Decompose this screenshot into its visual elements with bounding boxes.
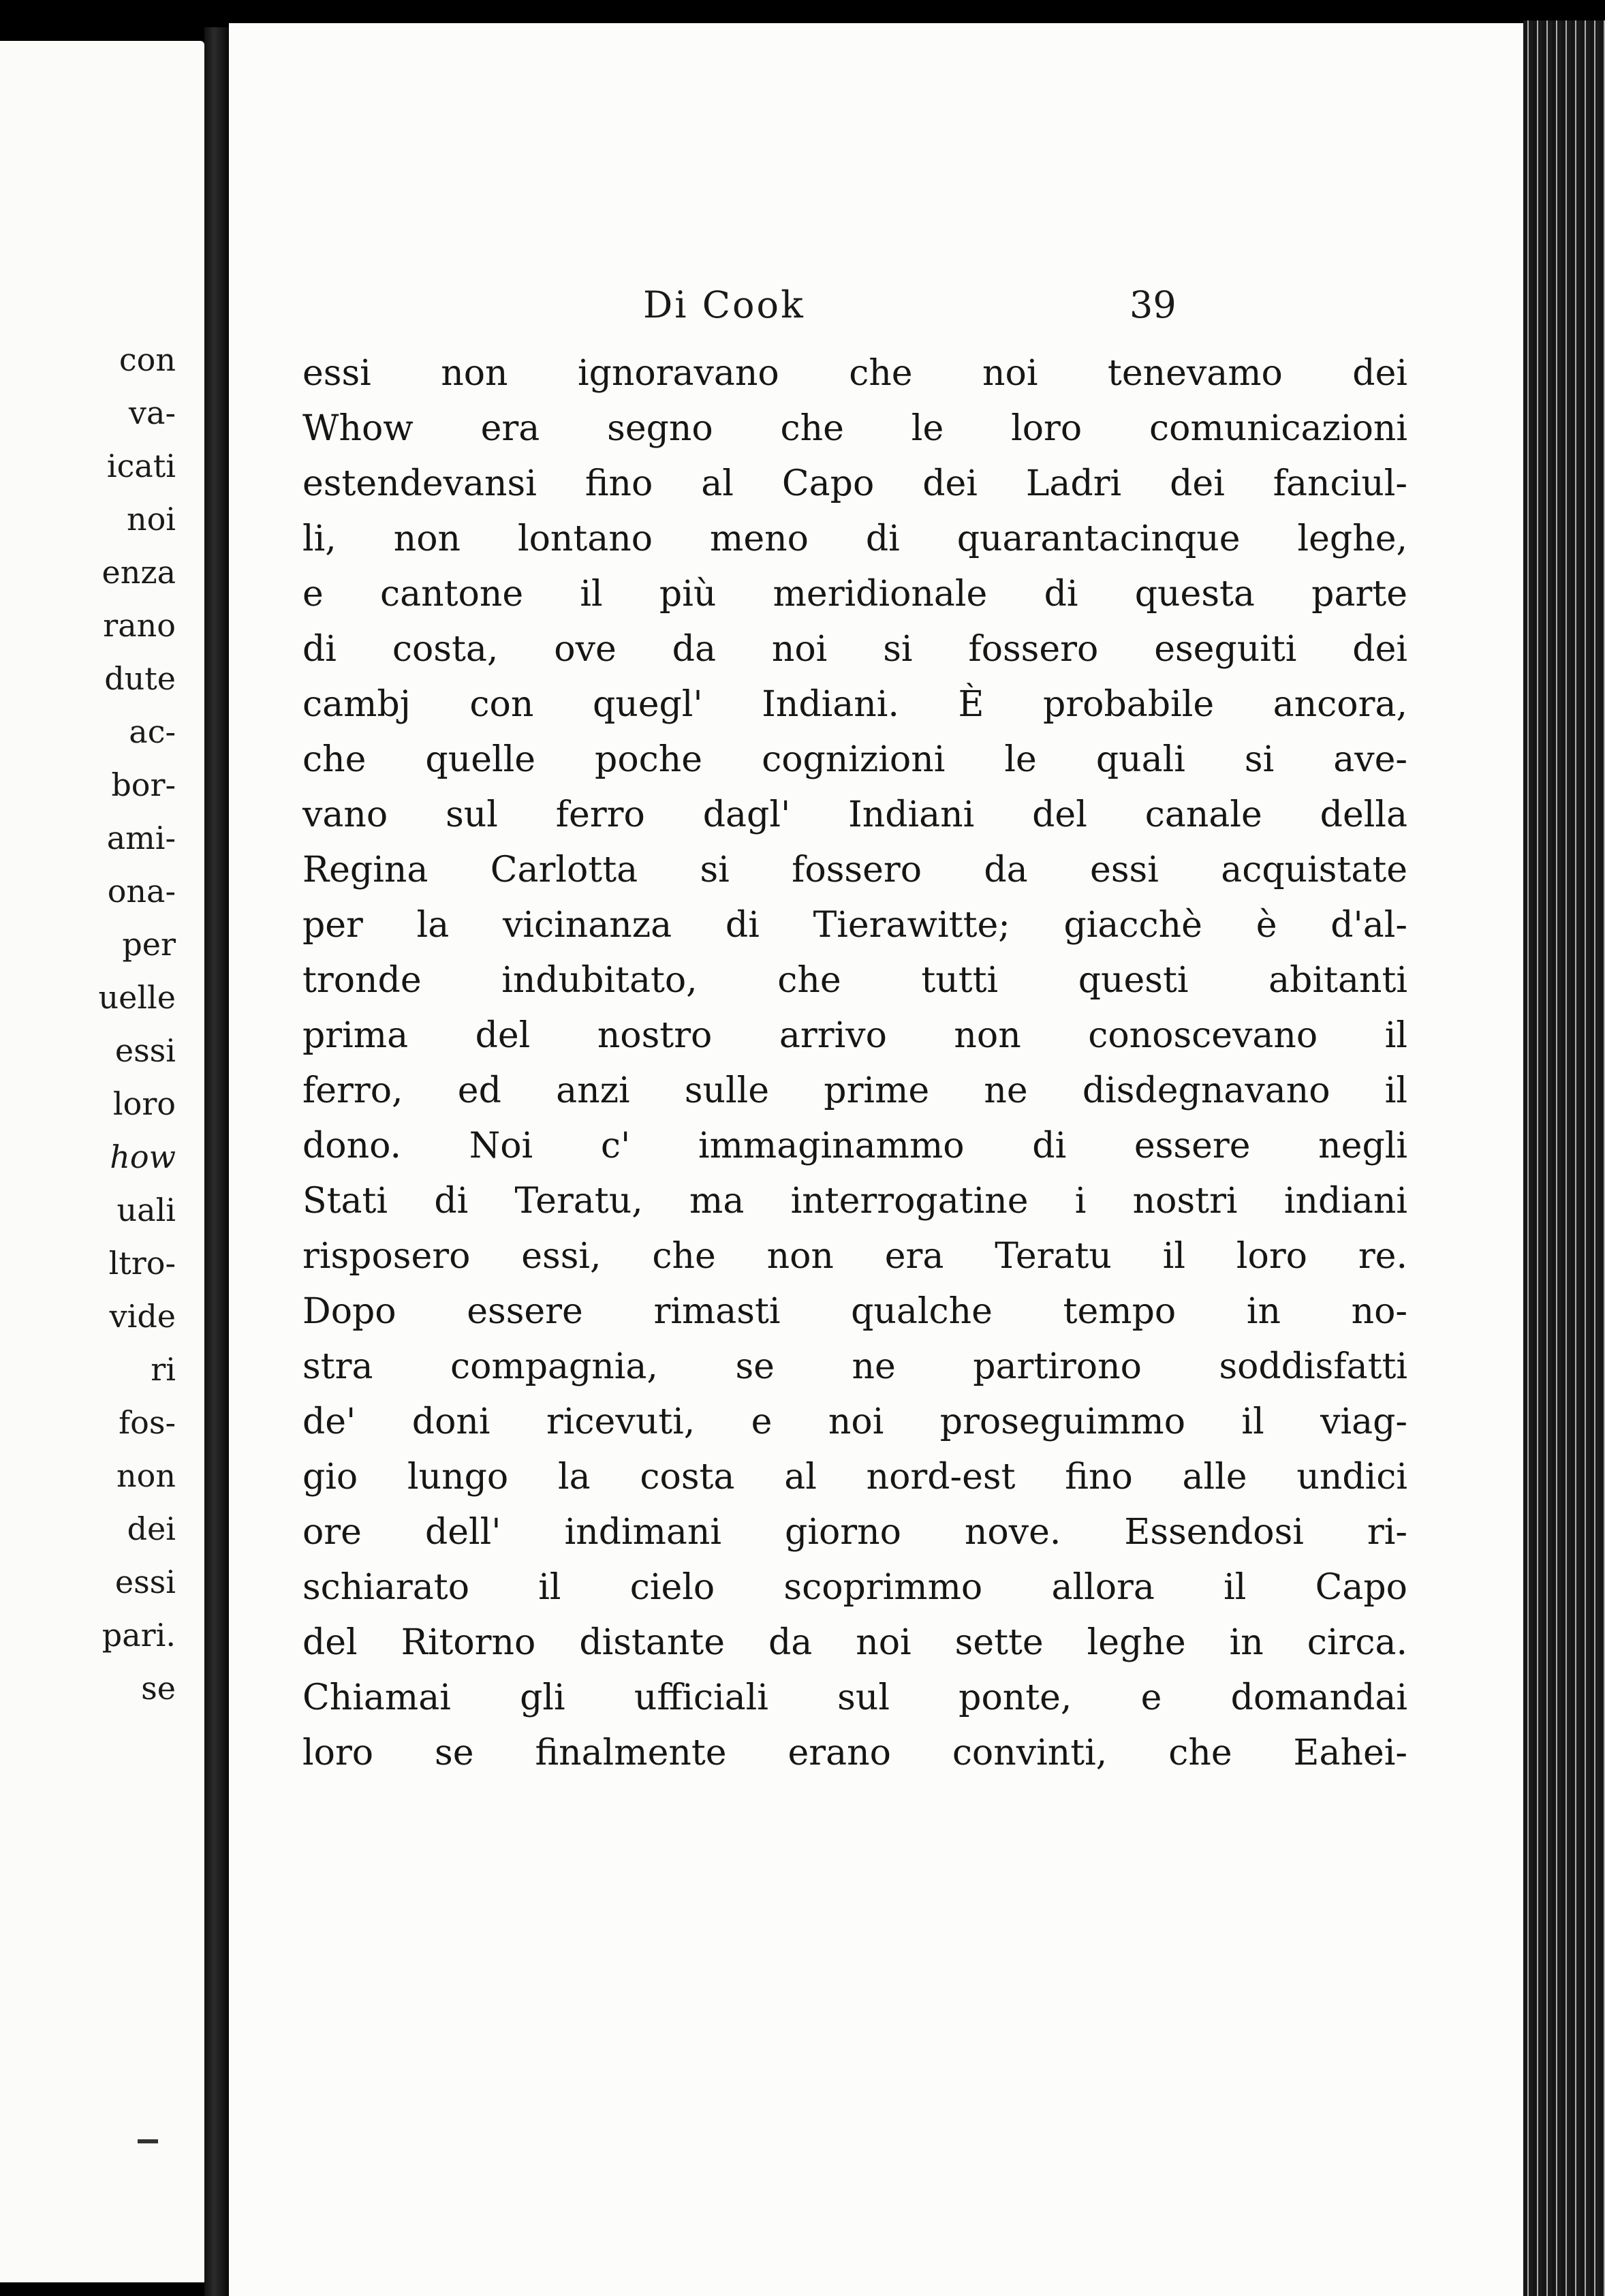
text-line: tronde indubitato, che tutti questi abitanti	[302, 960, 1407, 1001]
text-line: Regina Carlotta si fossero da essi acquistate	[302, 850, 1407, 890]
left-line: dute	[104, 660, 176, 697]
text-line: Whow era segno che le loro comunicazioni	[302, 408, 1407, 449]
page-edges	[1523, 20, 1605, 2296]
left-line: noi	[126, 501, 176, 538]
left-line: ona-	[107, 873, 176, 910]
text-line: ore dell' indimani giorno nove. Essendosi ri-	[302, 1512, 1407, 1553]
left-line: loro	[112, 1085, 176, 1122]
text-line: essi non ignoravano che noi tenevamo dei	[302, 353, 1407, 394]
left-line: uali	[116, 1192, 176, 1228]
left-line: rano	[103, 607, 176, 644]
left-line: icati	[106, 448, 176, 484]
left-line: ac-	[129, 713, 176, 750]
left-line: ltro-	[108, 1245, 176, 1282]
text-line: li, non lontano meno di quarantacinque leghe,	[302, 518, 1407, 559]
text-line: per la vicinanza di Tierawitte; giacchè è d'al-	[302, 905, 1407, 946]
left-page	[0, 41, 204, 2282]
ink-smudge	[138, 2139, 158, 2143]
text-line: stra compagnia, se ne partirono soddisfatti	[302, 1346, 1407, 1387]
text-line: cambj con quegl' Indiani. È probabile ancora,	[302, 684, 1407, 725]
left-line: bor-	[111, 766, 176, 803]
left-line: non	[116, 1457, 176, 1494]
text-line: Stati di Teratu, ma interrogatine i nostri indiani	[302, 1181, 1407, 1222]
text-line: vano sul ferro dagl' Indiani del canale della	[302, 794, 1407, 835]
left-line: ami-	[106, 820, 176, 856]
page-number: 39	[1129, 283, 1177, 326]
text-line: schiarato il cielo scoprimmo allora il Capo	[302, 1567, 1407, 1608]
left-line: dei	[127, 1510, 176, 1547]
text-line: ferro, ed anzi sulle prime ne disdegnavano il	[302, 1070, 1407, 1111]
left-line: fos-	[119, 1404, 176, 1441]
left-line: ri	[151, 1351, 176, 1388]
body-text	[229, 23, 1523, 2296]
text-line: de' doni ricevuti, e noi proseguimmo il viag-	[302, 1401, 1407, 1442]
text-line: prima del nostro arrivo non conoscevano il	[302, 1015, 1407, 1056]
text-line: gio lungo la costa al nord-est fino alle undici	[302, 1457, 1407, 1498]
left-line: se	[141, 1670, 176, 1707]
text-line: Chiamai gli ufficiali sul ponte, e domandai	[302, 1677, 1407, 1718]
text-line: loro se finalmente erano convinti, che Eahei-	[302, 1733, 1407, 1773]
text-line: estendevansi fino al Capo dei Ladri dei fanciul-	[302, 463, 1407, 504]
left-line: uelle	[98, 979, 176, 1016]
right-page	[229, 23, 1523, 2296]
text-line: che quelle poche cognizioni le quali si ave-	[302, 739, 1407, 780]
left-line: how	[110, 1138, 176, 1175]
left-line: va-	[129, 394, 176, 431]
text-line: e cantone il più meridionale di questa parte	[302, 574, 1407, 615]
left-line: enza	[102, 554, 176, 591]
text-line: Dopo essere rimasti qualche tempo in no-	[302, 1291, 1407, 1332]
left-line: essi	[114, 1564, 176, 1600]
text-line: risposero essi, che non era Teratu il loro re.	[302, 1236, 1407, 1277]
text-line: del Ritorno distante da noi sette leghe in circa.	[302, 1622, 1407, 1663]
text-line: di costa, ove da noi si fossero eseguiti dei	[302, 629, 1407, 670]
running-head: Di Cook	[643, 283, 805, 326]
left-line: con	[119, 341, 176, 378]
left-line: pari.	[102, 1617, 176, 1654]
left-line: essi	[114, 1032, 176, 1069]
left-line: vide	[109, 1298, 176, 1335]
left-line: per	[122, 926, 176, 963]
text-line: dono. Noi c' immaginammo di essere negli	[302, 1126, 1407, 1166]
book-gutter	[204, 27, 229, 2296]
